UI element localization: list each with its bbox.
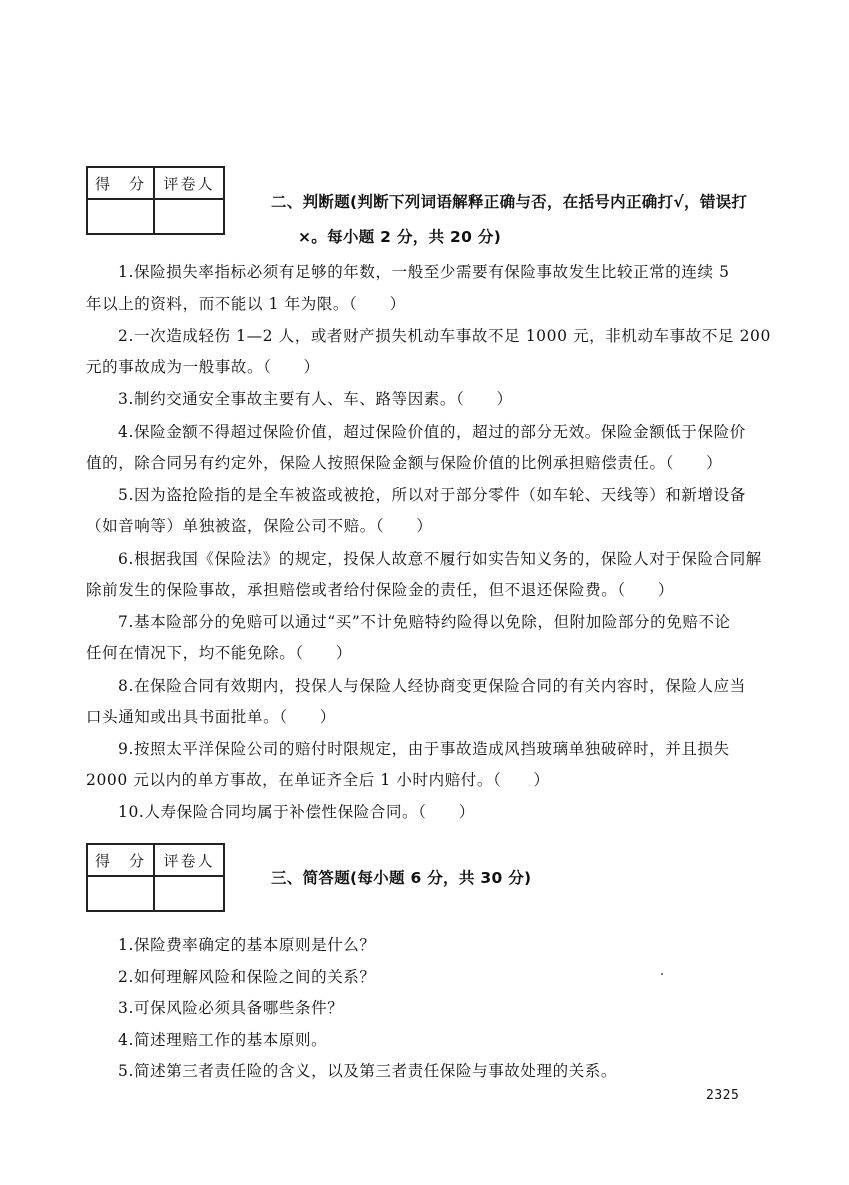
question-line: 7.基本险部分的免赔可以通过“买”不计免赔特约险得以免除，但附加险部分的免赔不论	[118, 613, 731, 631]
question-line: 3.可保风险必须具备哪些条件？	[118, 999, 344, 1017]
score-cell[interactable]	[87, 199, 154, 234]
question-line: 值的，除合同另有约定外，保险人按照保险金额与保险价值的比例承担赔偿责任。（ ）	[86, 454, 723, 472]
score-cell[interactable]	[87, 876, 154, 911]
question-line: 年以上的资料，而不能以 1 年为限。（ ）	[86, 295, 406, 313]
question-line: 4.保险金额不得超过保险价值，超过保险价值的，超过的部分无效。保险金额低于保险价	[118, 423, 746, 441]
question-line: 4.简述理赔工作的基本原则。	[118, 1031, 328, 1049]
section3-title: 三、简答题(每小题 6 分，共 30 分)	[271, 869, 532, 887]
score-label: 得 分	[87, 167, 154, 199]
question-line: 2.如何理解风险和保险之间的关系？	[118, 968, 376, 986]
grader-cell[interactable]	[154, 199, 224, 234]
question-line: 9.按照太平洋保险公司的赔付时限规定，由于事故造成风挡玻璃单独破碎时，并且损失	[118, 740, 730, 758]
speck-mark	[661, 973, 663, 975]
grader-cell[interactable]	[154, 876, 224, 911]
question-line: （如音响等）单独被盗，保险公司不赔。（ ）	[86, 517, 433, 535]
question-line: 1.保险费率确定的基本原则是什么？	[118, 936, 376, 954]
question-line: 5.因为盗抢险指的是全车被盗或被抢，所以对于部分零件（如车轮、天线等）和新增设备	[118, 486, 746, 504]
section2-title-line1: 二、判断题(判断下列词语解释正确与否，在括号内正确打√，错误打	[271, 193, 748, 211]
question-line: 元的事故成为一般事故。（ ）	[86, 358, 320, 376]
page-number: 2325	[706, 1088, 740, 1103]
score-box-section3	[86, 843, 225, 912]
question-line: 除前发生的保险事故，承担赔偿或者给付保险金的责任，但不退还保险费。（ ）	[86, 581, 674, 599]
grader-label: 评卷人	[154, 844, 224, 876]
section2-title-line2: ×。每小题 2 分，共 20 分)	[298, 228, 502, 246]
question-line: 1.保险损失率指标必须有足够的年数，一般至少需要有保险事故发生比较正常的连续 5	[118, 263, 730, 281]
question-line: 6.根据我国《保险法》的规定，投保人故意不履行如实告知义务的，保险人对于保险合同解	[118, 550, 762, 568]
score-label: 得 分	[87, 844, 154, 876]
score-box-section2	[86, 166, 225, 235]
question-line: 2.一次造成轻伤 1—2 人，或者财产损失机动车事故不足 1000 元，非机动车事故不足 200	[118, 327, 771, 345]
question-line: 3.制约交通安全事故主要有人、车、路等因素。（ ）	[118, 390, 513, 408]
question-line: 8.在保险合同有效期内，投保人与保险人经协商变更保险合同的有关内容时，保险人应当	[118, 677, 746, 695]
grader-label: 评卷人	[154, 167, 224, 199]
question-line: 口头通知或出具书面批单。（ ）	[86, 708, 336, 726]
question-line: 2000 元以内的单方事故，在单证齐全后 1 小时内赔付。（ ）	[86, 771, 550, 789]
question-line: 任何在情况下，均不能免除。（ ）	[86, 644, 352, 662]
question-line: 10.人寿保险合同均属于补偿性保险合同。（ ）	[118, 803, 475, 821]
question-line: 5.简述第三者责任险的含义，以及第三者责任保险与事故处理的关系。	[118, 1062, 617, 1080]
